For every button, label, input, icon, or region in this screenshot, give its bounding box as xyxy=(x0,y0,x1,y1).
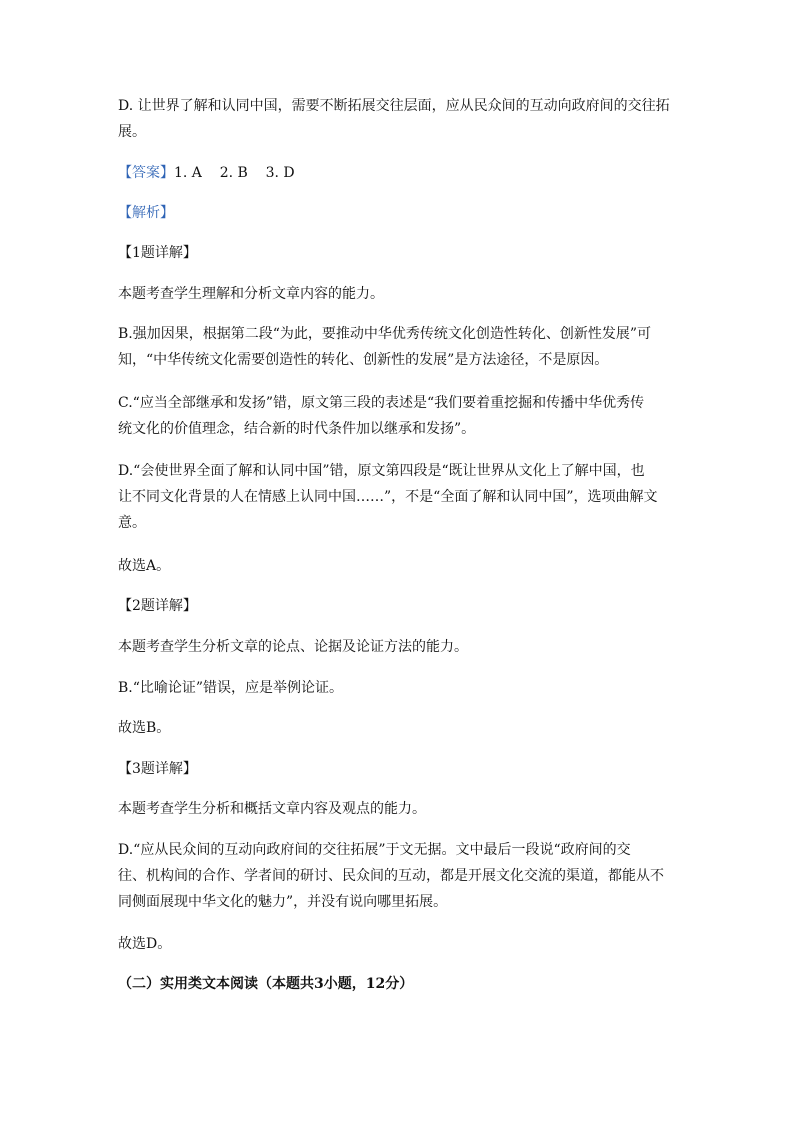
q3-option-d-line-2: 往、机构间的合作、学者间的研讨、民众间的互动，都是开展文化交流的渠道，都能从不 xyxy=(118,868,664,884)
q3-option-d xyxy=(118,837,678,915)
q1-conclusion: 故选A。 xyxy=(118,558,171,574)
q1-option-c-line-1: C.“应当全部继承和发扬”错，原文第三段的表述是“我们要着重挖掘和传播中华优秀传 xyxy=(118,395,645,411)
q2-option-b: B.“比喻论证”错误，应是举例论证。 xyxy=(118,680,344,696)
q2-intro: 本题考查学生分析文章的论点、论据及论证方法的能力。 xyxy=(118,639,468,655)
q1-option-d-line-1: D.“会使世界全面了解和认同中国”错，原文第四段是“既让世界从文化上了解中国，也 xyxy=(118,463,645,479)
answer-text: 1. A 2. B 3. D xyxy=(174,165,295,181)
q2-conclusion: 故选B。 xyxy=(118,720,171,736)
q2-heading: 【2题详解】 xyxy=(118,598,197,614)
q1-heading: 【1题详解】 xyxy=(118,245,197,261)
q1-option-c-line-2: 统文化的价值理念，结合新的时代条件加以继承和发扬”。 xyxy=(118,421,476,437)
option-d-line-1: D. 让世界了解和认同中国，需要不断拓展交往层面，应从民众间的互动向政府间的交往拓 xyxy=(118,98,670,114)
section-heading: （二）实用类文本阅读（本题共3小题，12分） xyxy=(118,976,414,992)
q1-option-d xyxy=(118,458,678,536)
q1-intro: 本题考查学生理解和分析文章内容的能力。 xyxy=(118,286,384,302)
analysis-label: 【解析】 xyxy=(118,205,174,221)
q3-option-d-line-1: D.“应从民众间的互动向政府间的交往拓展”于文无据。文中最后一段说“政府间的交 xyxy=(118,842,631,858)
q3-conclusion: 故选D。 xyxy=(118,936,172,952)
q3-option-d-line-3: 同侧面展现中华文化的魅力”，并没有说向哪里拓展。 xyxy=(118,894,448,910)
q3-intro: 本题考查学生分析和概括文章内容及观点的能力。 xyxy=(118,801,426,817)
answer-paragraph xyxy=(118,160,678,186)
answer-label: 【答案】 xyxy=(118,165,174,181)
q1-option-b-line-2: 知，“中华传统文化需要创造性的转化、创新性的发展”是方法途径，不是原因。 xyxy=(118,352,609,368)
q3-heading: 【3题详解】 xyxy=(118,761,197,777)
option-d-line-2: 展。 xyxy=(118,124,146,140)
option-d-paragraph xyxy=(118,93,678,145)
q1-option-c xyxy=(118,390,678,442)
q1-option-d-line-3: 意。 xyxy=(118,515,146,531)
q1-option-b xyxy=(118,321,678,373)
q1-option-b-line-1: B.强加因果，根据第二段“为此，要推动中华优秀传统文化创造性转化、创新性发展”可 xyxy=(118,326,652,342)
q1-option-d-line-2: 让不同文化背景的人在情感上认同中国……”，不是“全面了解和认同中国”，选项曲解文 xyxy=(118,489,658,505)
